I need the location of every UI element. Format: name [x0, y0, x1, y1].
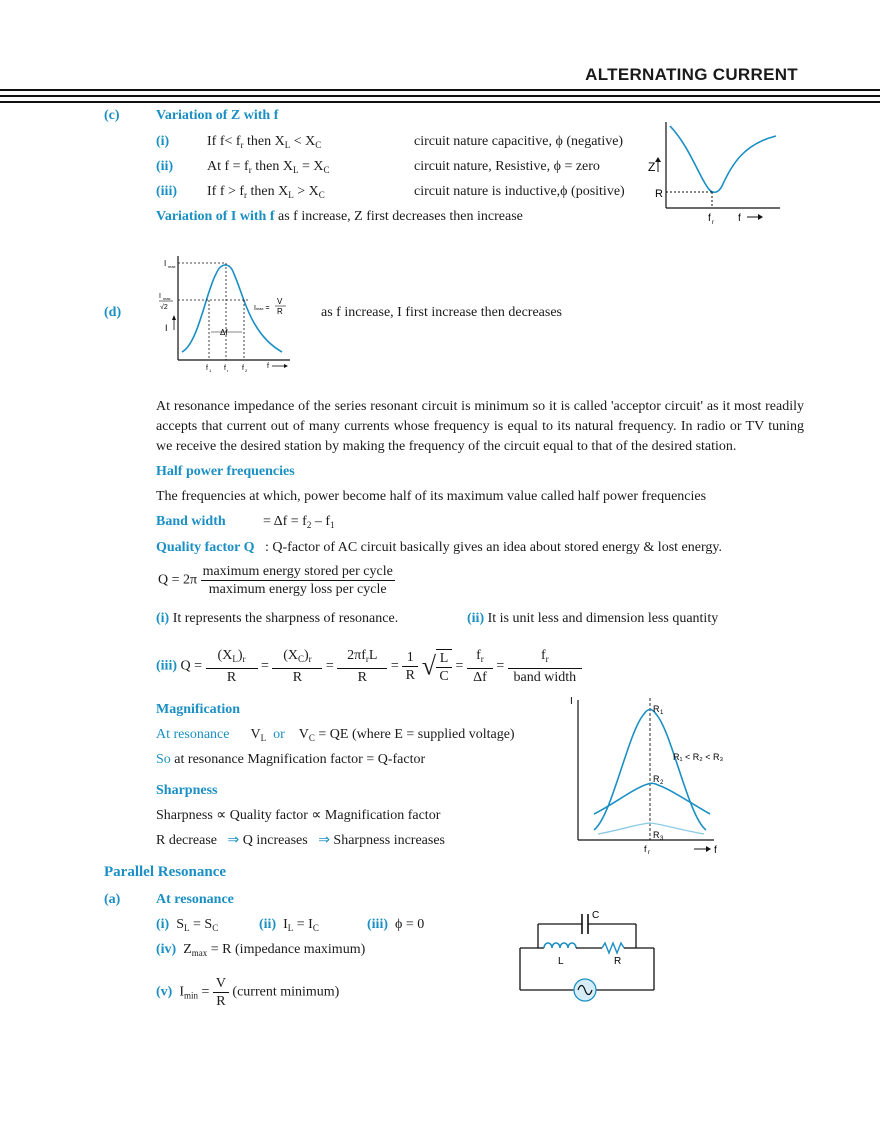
section-c-label: (c)	[104, 108, 120, 123]
q-point-i: (i) It represents the sharpness of resonance.	[156, 611, 399, 626]
svg-text:√2: √2	[160, 304, 168, 311]
parallel-iv: (iv) $Z_{max} = R$ (impedance maximum)	[156, 942, 366, 958]
z-vs-f-graph	[644, 116, 784, 228]
svg-text:f: f	[242, 365, 244, 372]
section-c-title: Variation of Z with f	[156, 108, 279, 123]
page-header-title: ALTERNATING CURRENT	[585, 65, 798, 84]
parallel-resonance-title: Parallel Resonance	[104, 864, 227, 880]
c-row-2-nature: circuit nature, Resistive, ϕ = zero	[414, 159, 600, 174]
delta-f-label: Δf	[220, 328, 228, 337]
svg-text:R: R	[277, 307, 283, 316]
c-row-1-nature: circuit nature capacitive, ϕ (negative)	[414, 134, 624, 149]
magnification-at-resonance: At resonance $V_L$ or $V_C$ = QE (where E = supplied voltage)	[156, 727, 515, 743]
r-label: R	[655, 188, 663, 200]
sharpness-line-2: R decrease ⇒ Q increases ⇒ Sharpness increases	[156, 833, 445, 848]
r2-label: R	[653, 774, 660, 784]
imax-eq: Imax =	[254, 305, 270, 312]
parallel-a-label: (a)	[104, 892, 121, 907]
svg-text:2: 2	[660, 780, 664, 786]
svg-text:1: 1	[209, 368, 212, 373]
r3-label: R	[653, 830, 660, 840]
svg-text:1: 1	[660, 710, 664, 716]
magnification-so: So at resonance Magnification factor = Q-factor	[156, 752, 426, 767]
c-row-2-condition: At $f = f_r$ then $X_L = X_C$	[207, 159, 330, 175]
bandwidth-eq: = $\Delta f = f_2 - f_1$	[263, 514, 335, 530]
parallel-a-title: At resonance	[156, 892, 234, 907]
z-axis-label: Z	[648, 160, 656, 174]
svg-text:f: f	[267, 363, 269, 370]
quality-factor-line: Quality factor Q : Q-factor of AC circuit basically gives an idea about stored energy & lost energy.	[156, 540, 722, 555]
fr-label: f	[644, 844, 647, 854]
resistance-relation: R₁ < R₂ < R₃	[673, 752, 724, 762]
sharpness-title: Sharpness	[156, 783, 218, 798]
svg-text:V: V	[277, 297, 283, 306]
resistor-label: R	[614, 956, 622, 967]
svg-text:max: max	[168, 264, 176, 269]
svg-text:r: r	[648, 850, 650, 856]
header-rule	[0, 89, 880, 91]
resonance-curves-graph	[564, 692, 744, 860]
parallel-iii: (iii) ϕ = 0	[367, 917, 425, 932]
magnification-title: Magnification	[156, 702, 240, 717]
svg-text:r: r	[227, 368, 229, 373]
parallel-i: (i) $S_L = S_C$	[156, 917, 219, 933]
c-row-2-num: (ii)	[156, 159, 174, 174]
q-point-iii: (iii) Q = $\frac{(X_L)_r}{R}$ = $\frac{(X_C)_r}{R}$ = $\frac{2\pi f_rL}{R}$ = $\frac{1}{R}$ √ $\frac{L}{C}$ = $\frac{f_r}{\Delta f}$ = $\frac{f_r}{\text{band width}}$	[156, 647, 582, 686]
svg-text:f: f	[224, 365, 226, 372]
c-row-3-nature: circuit nature is inductive,ϕ (positive)	[414, 184, 625, 199]
sharpness-line-1: Sharpness ∝ Quality factor ∝ Magnification factor	[156, 808, 441, 823]
half-power-text: The frequencies at which, power become half of its maximum value called half power frequencies	[156, 489, 707, 504]
resonance-paragraph: At resonance impedance of the series resonant circuit is minimum so it is called 'acceptor circuit' as it most readily accepts that current out of many currents whose frequency is equal to its natural frequency. In radio or TV tuning we receive the desired station by making the frequency of the circuit equal to that of the desired station.	[156, 399, 804, 454]
capacitor-label: C	[592, 910, 600, 921]
svg-text:max: max	[163, 296, 171, 301]
i-axis-label: I	[570, 696, 573, 707]
r1-label: R	[653, 704, 660, 714]
header-rule	[0, 95, 880, 97]
f-label: f	[714, 845, 717, 856]
section-d-label: (d)	[104, 305, 122, 320]
i-axis-label: I	[165, 323, 168, 333]
svg-text:2: 2	[245, 368, 248, 373]
parallel-ii: (ii) $I_L = I_C$	[259, 917, 319, 933]
c-row-3-condition: If $f > f_r$ then $X_L > X_C$	[207, 184, 325, 200]
parallel-circuit-diagram	[516, 904, 660, 1004]
svg-text:3: 3	[660, 836, 664, 842]
c-row-1-condition: If $f< f_r$ then $X_L < X_C$	[207, 134, 322, 150]
i-vs-f-graph	[154, 252, 296, 378]
inductor-label: L	[558, 956, 564, 967]
svg-text:r: r	[712, 220, 714, 226]
svg-text:I: I	[159, 293, 161, 300]
q-formula: Q = 2π $\frac{\text{maximum energy stored per cycle}}{\text{maximum energy loss per cycle}}$	[158, 564, 393, 597]
bandwidth-label: Band width	[156, 514, 226, 529]
q-point-ii: (ii) It is unit less and dimension less quantity	[467, 611, 719, 626]
c-row-3-num: (iii)	[156, 184, 177, 199]
header-rule	[0, 101, 880, 103]
variation-i-line: Variation of I with f as f increase, Z first decreases then increase	[156, 209, 523, 224]
fr-label: f	[708, 213, 711, 224]
d-text: as f increase, I first increase then decreases	[321, 305, 562, 320]
parallel-v: (v) $I_{min}$ = $\frac{V}{R}$ (current minimum)	[156, 976, 340, 1009]
half-power-title: Half power frequencies	[156, 464, 295, 479]
c-row-1: (i)	[156, 134, 170, 149]
svg-text:f: f	[206, 365, 208, 372]
f-label: f	[738, 213, 741, 224]
imax-label: I	[164, 259, 167, 268]
